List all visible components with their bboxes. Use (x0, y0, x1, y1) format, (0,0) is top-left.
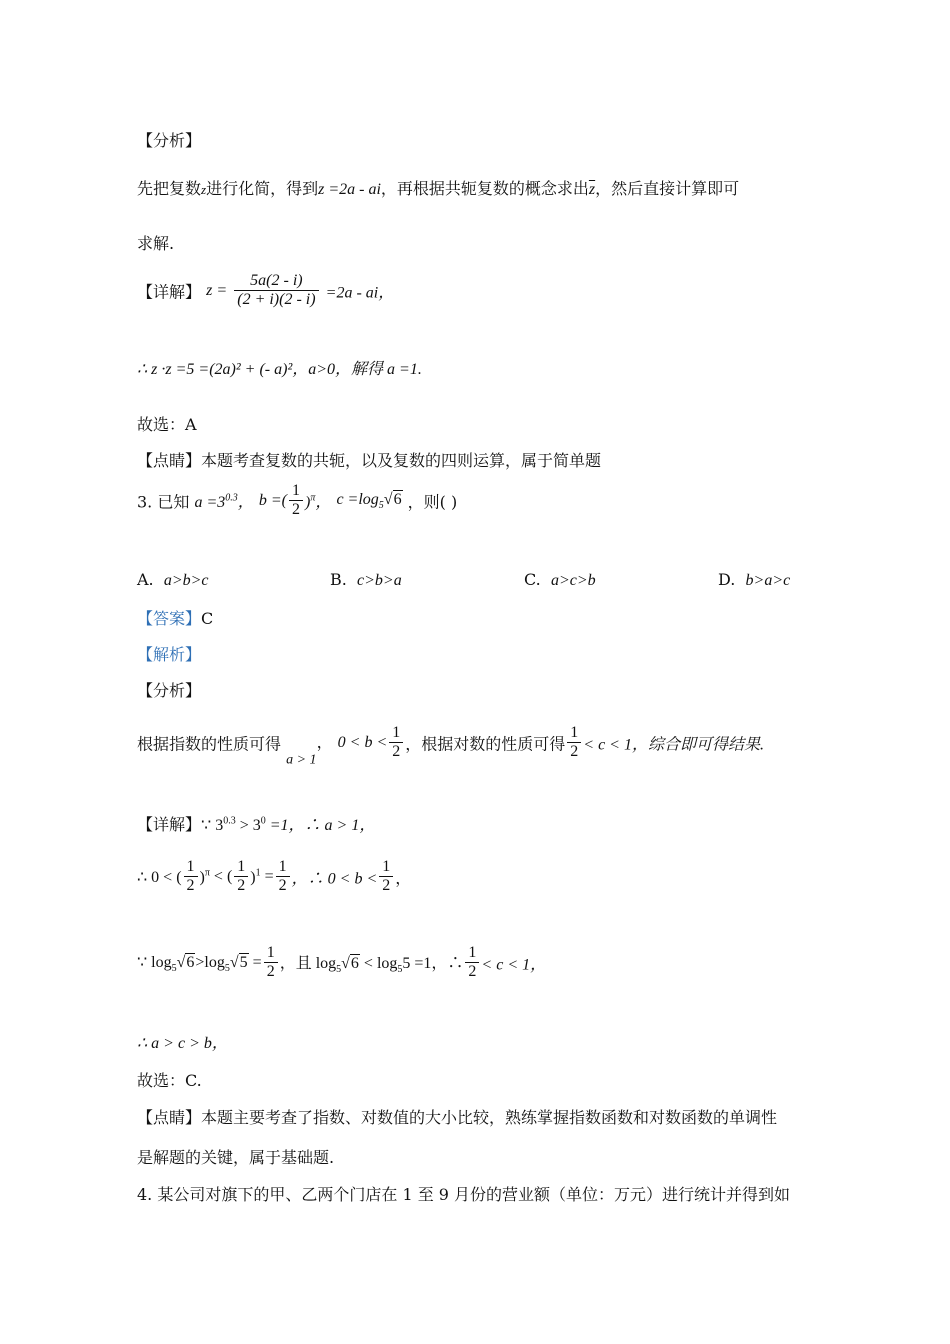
q3-detail-line-3: ∵ $\log_5√6>\log_5√5$ = $\frac{1}{2}$ ，且 $\log_5√6 < \log_55 =1$，∴ $\frac{1}{2}$ < c < 1， (137, 944, 547, 981)
question-4-stem: 4. 某公司对旗下的甲、乙两个门店在 1 至 9 月份的营业额（单位：万元）进行统计并得到如 (137, 1185, 791, 1204)
q3-answer-choice: 故选：C. (137, 1071, 202, 1090)
option-c: C. a>c>b (524, 570, 596, 589)
comment-line: 【点睛】本题考查复数的共轭，以及复数的四则运算，属于简单题 (137, 451, 602, 470)
half-fraction: $\frac{1}{2}$ (264, 944, 278, 982)
half-fraction: $\frac{1}{2}$ (567, 724, 581, 762)
detail-line: 【详解】 z = $\frac{5a(2 - i)}{(2 + i)(2 - i)}$ =2a - ai， (137, 272, 395, 309)
q3-comment-line: 【点睛】本题主要考查了指数、对数值的大小比较，熟练掌握指数函数和对数函数的单调性 (137, 1108, 778, 1127)
analysis-heading: 【分析】 (137, 131, 202, 150)
detail-fraction: $\frac{5a(2 - i)}{(2 + i)(2 - i)}$ (234, 272, 318, 310)
q3-analysis-heading: 【分析】 (137, 681, 202, 700)
half-fraction: $\frac{1}{2}$ (289, 482, 303, 520)
q3-detail-line-2: ∴ 0 < ( $\frac{1}{2}$ )$^\pi$ < ( $\frac{1}{2}$ )$^1$ = $\frac{1}{2}$ ，∴ 0 < b < $\frac{1}{2}$ ， (137, 858, 412, 895)
q3-analysis-line: 根据指数的性质可得 a > 1， 0 < b < $\frac{1}{2}$ ，根据对数的性质可得 $\frac{1}{2}$ < c < 1，综合即可得结果. (137, 724, 764, 768)
explain-heading: 【解析】 (137, 645, 202, 664)
answer-choice: 故选：A (137, 415, 197, 434)
answer-line: 【答案】C (137, 609, 214, 628)
half-fraction: $\frac{1}{2}$ (379, 858, 393, 896)
q3-detail-line-1: 【详解】∵ $3^{0.3} > 3^0 =1$，∴ a > 1， (137, 815, 376, 834)
half-fraction: $\frac{1}{2}$ (276, 858, 290, 896)
option-d: D. b>a>c (718, 570, 791, 589)
half-fraction: $\frac{1}{2}$ (389, 724, 403, 762)
half-fraction: $\frac{1}{2}$ (184, 858, 198, 896)
option-a: A. a>b>c (137, 570, 209, 589)
q3-comment-line-cont: 是解题的关键，属于基础题. (137, 1148, 335, 1167)
question-3-stem: 3. 已知 $a =3^{0.3}$， b =( $\frac{1}{2}$ )$^\pi$， $c =\log_5√6$ ，则( ) (137, 482, 458, 519)
analysis-paragraph-cont: 求解. (137, 234, 175, 253)
analysis-paragraph: 先把复数z进行化简，得到z =2a - ai，再根据共轭复数的概念求出$\overline{z}$，然后直接计算即可 (137, 179, 740, 198)
option-b: B. c>b>a (330, 570, 402, 589)
therefore-line: ∴ z ·z =5 =(2a)² + (- a)²，a>0，解得 a =1. (137, 361, 422, 378)
half-fraction: $\frac{1}{2}$ (465, 944, 479, 982)
half-fraction: $\frac{1}{2}$ (234, 858, 248, 896)
q3-conclusion: ∴ a > c > b， (137, 1035, 228, 1052)
